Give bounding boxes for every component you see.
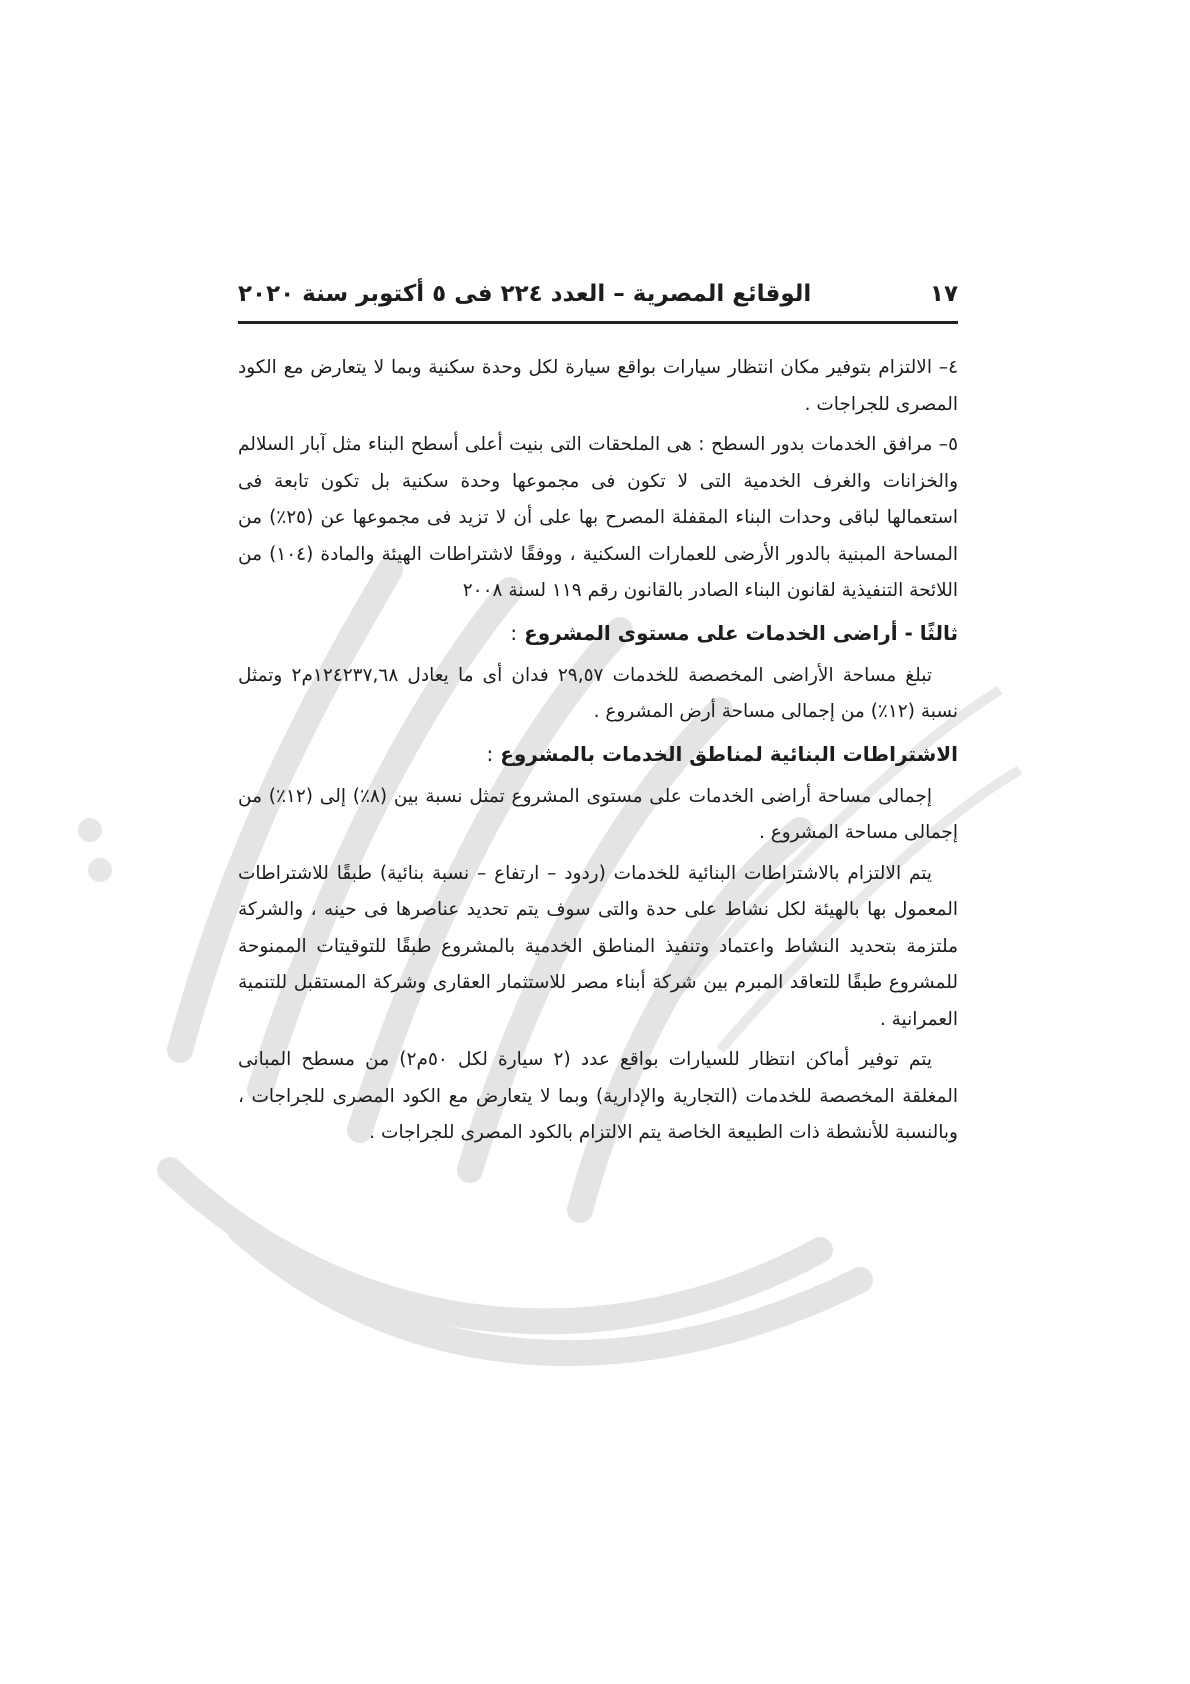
item-5-paragraph: ٥– مرافق الخدمات بدور السطح : هى الملحقات التى بنيت أعلى أسطح البناء مثل آبار السلالم والخزانات والغرف الخدمية التى لا تكون فى مجموعها وحدة سكنية بل تكون تابعة فى استعمالها لباقى وحدات البناء المقفلة المصرح بها على أن لا تزيد فى مجموعها عن (٢٥٪) من المساحة المبنية بالدور الأرضى للعمارات السكنية ، ووفقًا لاشتراطات الهيئة والمادة (١٠٤) من اللائحة التنفيذية لقانون البناء الصادر بالقانون رقم ١١٩ لسنة ٢٠٠٨ [238, 434, 958, 601]
heading-colon: : [486, 741, 494, 766]
heading-colon: : [510, 620, 518, 645]
heading-text: ثالثًا - أراضى الخدمات على مستوى المشروع [524, 620, 958, 645]
document-body [238, 350, 958, 1156]
heading-text: الاشتراطات البنائية لمناطق الخدمات بالمشروع [500, 741, 958, 766]
services-area-paragraph: تبلغ مساحة الأراضى المخصصة للخدمات ٢٩,٥٧ فدان أى ما يعادل ١٢٤٢٣٧,٦٨م٢ وتمثل نسبة (١٢٪) من إجمالى مساحة أرض المشروع . [238, 664, 958, 722]
item-4-paragraph: ٤– الالتزام بتوفير مكان انتظار سيارات بواقع سيارة لكل وحدة سكنية وبما لا يتعارض مع الكود المصرى للجراجات . [238, 357, 958, 415]
services-ratio-paragraph: إجمالى مساحة أراضى الخدمات على مستوى المشروع تمثل نسبة بين (٨٪) إلى (١٢٪) من إجمالى مساحة المشروع . [238, 785, 958, 843]
parking-paragraph: يتم توفير أماكن انتظار للسيارات بواقع عدد (٢ سيارة لكل ٥٠م٢) من مسطح المبانى المغلقة المخصصة للخدمات (التجارية والإدارية) وبما لا يتعارض مع الكود المصرى للجراجات ، وبالنسبة للأنشطة ذات الطبيعة الخاصة يتم الالتزام بالكود المصرى للجراجات . [238, 1049, 958, 1143]
header-title: الوقائع المصرية – العدد ٢٢٤ فى ٥ أكتوبر سنة ٢٠٢٠ [238, 281, 812, 307]
section-heading-building-requirements [238, 735, 958, 773]
commitment-paragraph: يتم الالتزام بالاشتراطات البنائية للخدمات (ردود – ارتفاع – نسبة بنائية) طبقًا للاشتراطات المعمول بها بالهيئة لكل نشاط على حدة والتى سوف يتم تحديد عناصرها فى حينه ، والشركة ملتزمة بتحديد النشاط واعتماد وتنفيذ المناطق الخدمية بالمشروع طبقًا للتوقيتات الممنوحة للمشروع طبقًا للتعاقد المبرم بين شركة أبناء مصر للاستثمار العقارى وشركة المستقبل للتنمية العمرانية . [238, 862, 958, 1030]
section-heading-services-land [238, 614, 958, 652]
header-rule [238, 321, 958, 324]
page-number: ١٧ [929, 281, 958, 307]
page-header [238, 274, 958, 314]
